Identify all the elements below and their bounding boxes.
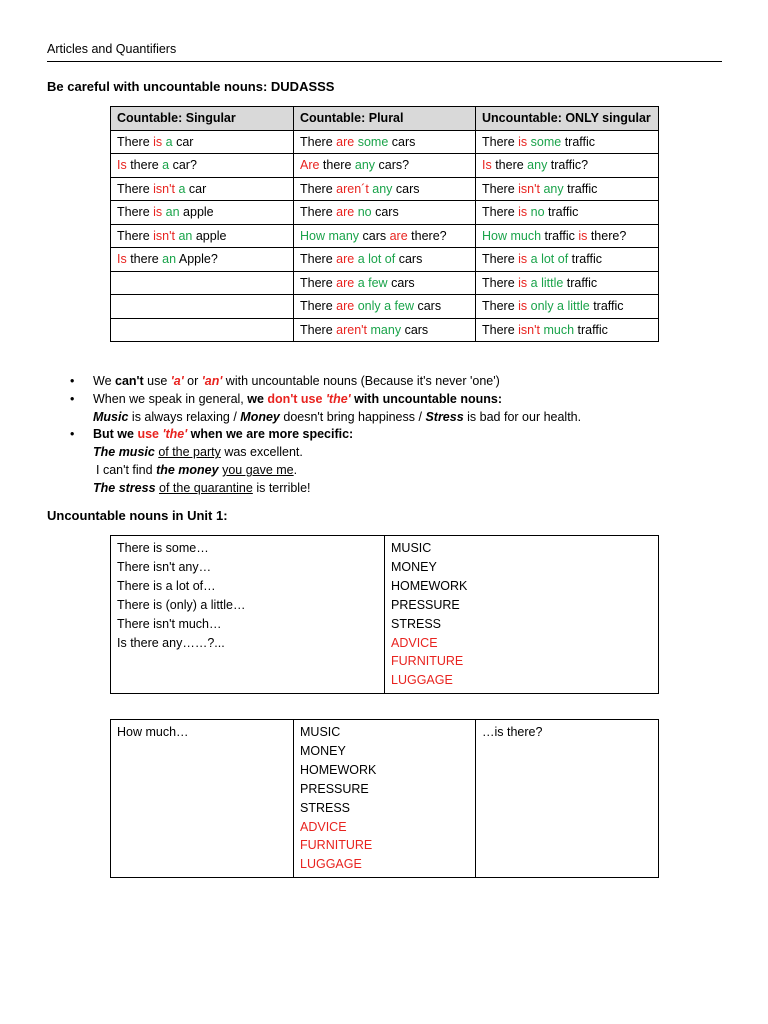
plain-text: There [117,205,154,220]
quantifier-text: a lot of [530,252,569,267]
quantifier-text: a little [530,275,564,290]
table-row [111,224,659,248]
plain-text: there? [587,228,627,243]
cell-countable-singular [111,295,294,319]
plain-text: traffic [544,205,579,220]
quantifier-text: an [165,205,180,220]
plain-text: There [482,299,519,314]
quantifier-phrase: There is some… [117,541,209,555]
verb-text: Are [300,158,320,173]
plain-text: cars [413,299,442,314]
plain-text: There [300,205,337,220]
quantifier-phrase: There is (only) a little… [117,597,246,612]
verb-text: are [336,134,355,149]
plain-text: There [482,205,519,220]
verb-text: Is [117,158,127,173]
quantifier-text: only a little [530,299,590,314]
verb-text: aren't [336,322,368,337]
table-row [111,720,659,878]
cell-uncountable [476,201,659,225]
cell-countable-plural [294,154,476,178]
plain-text: traffic [568,252,602,267]
plain-text: There [482,181,519,196]
table-header-row [111,107,659,131]
table-row [111,130,659,154]
cell-countable-singular [111,201,294,225]
plain-text: There [300,134,337,149]
noun-item-highlighted: ADVICE [391,635,438,650]
plain-text: There [300,252,337,267]
plain-text: traffic [563,181,598,196]
noun-item: MUSIC [391,541,432,555]
is-there-cell: …is there? [476,720,659,878]
quantifier-text: some [357,134,389,149]
quantifier-text: a few [357,275,388,290]
plain-text: there [126,252,163,267]
cell-countable-singular [111,271,294,295]
plain-text: There [482,275,519,290]
page-subtitle: Be careful with uncountable nouns: DUDASSS [47,79,335,94]
plain-text: There [300,299,337,314]
bullet-item: • We can't use 'a' or 'an' with uncountable nouns (Because it's never 'one') [70,373,710,391]
quantifier-text: How much [482,228,542,243]
verb-text: are [336,205,355,220]
how-much-nouns-cell [294,720,476,878]
plain-text: There [300,181,337,196]
noun-item: HOMEWORK [300,762,377,777]
noun-item: MONEY [300,743,346,758]
plain-text: There [482,134,519,149]
grammar-notes [70,373,710,498]
bullet-dot-icon: • [70,427,75,442]
quantifier-phrase: There isn't any… [117,559,212,574]
noun-item: PRESSURE [391,597,460,612]
plain-text: cars [395,252,423,267]
cell-countable-plural [294,248,476,272]
header-countable-singular: Countable: Singular [111,107,294,131]
verb-text: are [336,299,355,314]
bullet-item: • But we use 'the' when we are more specific: The music of the party was excellent. I can't find the money you gave me. The stress of the quarantine is terrible! [70,427,354,495]
verb-text: is [518,205,528,220]
plain-text: Apple? [176,252,218,267]
plain-text: There [117,181,154,196]
verb-text: is [518,275,528,290]
plain-text: cars [371,205,399,220]
quantifier-text: some [530,134,562,149]
cell-countable-plural [294,130,476,154]
quantifier-text: an [162,252,177,267]
quantifier-text: a [162,158,170,173]
plain-text: There [117,134,154,149]
verb-text: is [578,228,588,243]
cell-uncountable [476,271,659,295]
plain-text: cars [392,181,420,196]
cell-countable-plural [294,201,476,225]
plain-text: car [185,181,207,196]
verb-text: isn't [153,228,175,243]
noun-item-highlighted: FURNITURE [300,838,373,853]
uncountable-nouns-cell [385,536,659,694]
verb-text: isn't [518,181,540,196]
quantifier-text: a [178,181,186,196]
quantifier-text: a [165,134,173,149]
table-row [111,154,659,178]
noun-item: HOMEWORK [391,578,468,593]
quantifier-text: only a few [357,299,414,314]
verb-text: is [518,134,528,149]
quantifier-phrase: Is there any……?... [117,635,225,650]
unit-section-title: Uncountable nouns in Unit 1: [47,508,228,523]
unit-nouns-table [110,535,659,694]
noun-item: MUSIC [300,725,341,739]
plain-text: cars [387,275,415,290]
quantifier-phrase: There is a lot of… [117,578,216,593]
table-row [111,201,659,225]
plain-text: there [126,158,163,173]
noun-item-highlighted: LUGGAGE [391,673,453,688]
bullet-dot-icon: • [70,374,75,388]
quantifier-phrase: There isn't much… [117,616,222,631]
table-row [111,536,659,694]
how-much-cell: How much… [111,720,294,878]
verb-text: is [153,134,163,149]
plain-text: There [482,252,519,267]
quantifier-text: many [370,322,402,337]
table-body [111,130,659,342]
cell-countable-plural [294,295,476,319]
verb-text: is [153,205,163,220]
quantifier-text: much [543,322,575,337]
quantifier-text: any [527,158,548,173]
plain-text: There [300,275,337,290]
plain-text: car? [169,158,197,173]
noun-item: MONEY [391,559,437,574]
plain-text: traffic [561,134,596,149]
table-row [111,248,659,272]
cell-countable-plural [294,271,476,295]
verb-text: is [518,299,528,314]
noun-item-highlighted: ADVICE [300,819,347,834]
cell-countable-singular [111,177,294,201]
plain-text: There [482,322,519,337]
cell-countable-singular [111,318,294,342]
plain-text: cars [359,228,390,243]
plain-text: traffic [563,275,598,290]
quantifier-text: any [372,181,393,196]
cell-uncountable [476,248,659,272]
cell-uncountable [476,224,659,248]
quantifier-text: any [543,181,564,196]
quantifier-phrases-cell [111,536,385,694]
quantifier-text: a lot of [357,252,396,267]
quantifier-text: no [357,205,372,220]
plain-text: apple [192,228,227,243]
plain-text: cars [388,134,416,149]
table-row [111,271,659,295]
header-divider [47,61,722,62]
header-uncountable-singular: Uncountable: ONLY singular [476,107,659,131]
verb-text: are [336,275,355,290]
plain-text: cars [401,322,429,337]
noun-item: STRESS [300,800,351,815]
quantifier-text: any [354,158,376,173]
cell-countable-singular [111,224,294,248]
cell-countable-singular [111,248,294,272]
noun-item: STRESS [391,616,442,631]
plain-text: apple [179,205,214,220]
bullet-item: • When we speak in general, we don't use 'the' with uncountable nouns: Music is always relaxing / Money doesn't bring happiness / Stress is bad for our health. [70,391,582,424]
cell-uncountable [476,318,659,342]
verb-text: are [336,252,355,267]
table-row [111,318,659,342]
cell-uncountable [476,154,659,178]
verb-text: isn't [518,322,540,337]
articles-quantifiers-table [110,106,659,342]
plain-text: traffic? [547,158,589,173]
plain-text: traffic [574,322,608,337]
quantifier-text: an [178,228,193,243]
quantifier-text: How many [300,228,360,243]
how-much-table [110,719,659,878]
cell-countable-plural [294,318,476,342]
table-row [111,295,659,319]
plain-text: traffic [589,299,624,314]
verb-text: Is [482,158,492,173]
cell-countable-singular [111,154,294,178]
noun-item-highlighted: LUGGAGE [300,857,362,872]
noun-item: PRESSURE [300,781,369,796]
plain-text: there [491,158,528,173]
plain-text: there? [407,228,447,243]
quantifier-text: no [530,205,545,220]
cell-uncountable [476,295,659,319]
verb-text: Is [117,252,127,267]
table-row [111,177,659,201]
verb-text: are [389,228,408,243]
plain-text: There [300,322,337,337]
bullet-dot-icon: • [70,391,75,406]
cell-uncountable [476,177,659,201]
header-countable-plural: Countable: Plural [294,107,476,131]
cell-uncountable [476,130,659,154]
cell-countable-singular [111,130,294,154]
plain-text: car [172,134,194,149]
cell-countable-plural [294,224,476,248]
plain-text: there [319,158,355,173]
verb-text: isn't [153,181,175,196]
plain-text: There [117,228,154,243]
document-header: Articles and Quantifiers [47,42,177,56]
plain-text: cars? [375,158,410,173]
plain-text: traffic [541,228,579,243]
verb-text: is [518,252,528,267]
noun-item-highlighted: FURNITURE [391,654,464,669]
verb-text: aren´t [336,181,369,196]
cell-countable-plural [294,177,476,201]
